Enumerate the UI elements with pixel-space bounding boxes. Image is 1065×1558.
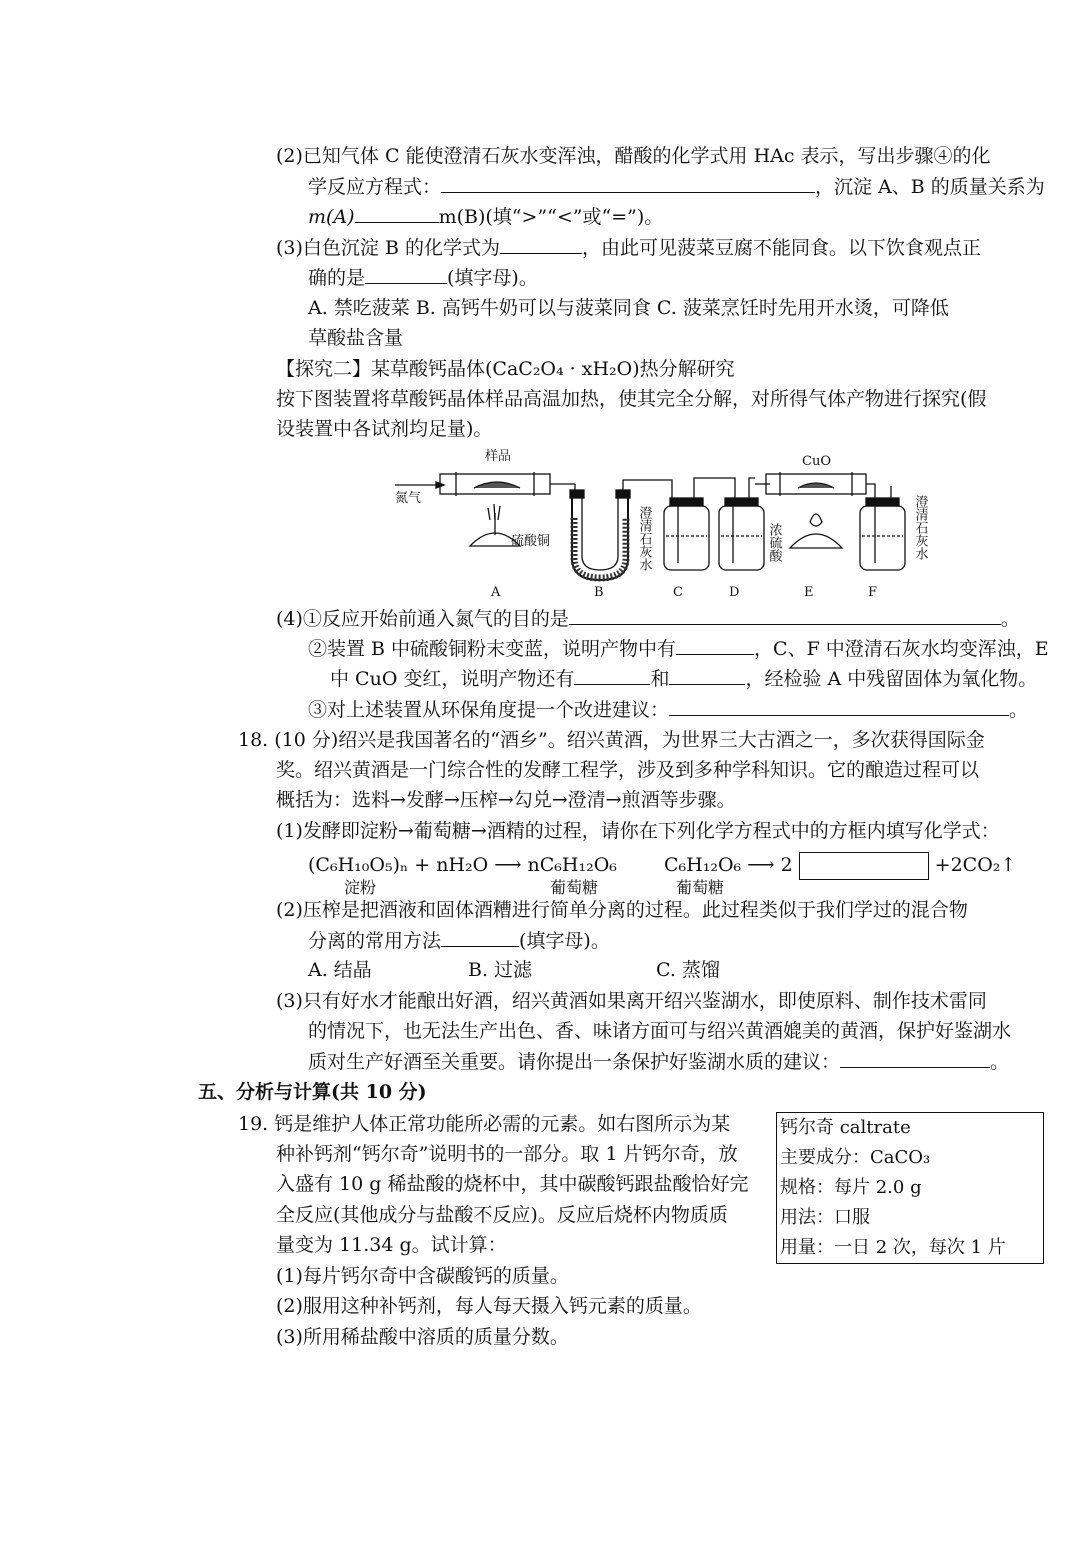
- text: ②装置 B 中硫酸铜粉末变蓝，说明产物中有: [308, 638, 677, 660]
- text: 中 CuO 变红，说明产物还有: [330, 668, 575, 690]
- text: C₆H₁₂O₆ ⟶ 2: [664, 854, 793, 876]
- caltrate-dosage: 用量：一日 2 次，每次 1 片: [780, 1237, 1006, 1258]
- text: 确的是: [308, 267, 366, 289]
- text: 学反应方程式：: [308, 176, 442, 198]
- q17-part3-options-cont: 草酸盐含量: [308, 327, 404, 349]
- answer-box-formula[interactable]: [799, 852, 929, 880]
- bottle-c: [664, 506, 709, 570]
- label-b: B: [594, 585, 604, 600]
- caltrate-ingredient: 主要成分：CaCO₃: [780, 1147, 931, 1168]
- answer-blank-choice[interactable]: [365, 263, 447, 284]
- text: ③对上述装置从环保角度提一个改进建议：: [308, 699, 670, 721]
- text: 。: [1009, 699, 1029, 721]
- q19-sub3: (3)所用稀盐酸中溶质的质量分数。: [276, 1326, 569, 1348]
- answer-blank-formula-b[interactable]: [500, 233, 582, 254]
- answer-blank-improvement[interactable]: [669, 695, 1009, 716]
- alcohol-lamp-e: [790, 534, 842, 548]
- label-c: C: [673, 585, 683, 600]
- q18-part2-line2: [308, 926, 610, 955]
- limewater-c-label: 澄清石灰水: [636, 506, 652, 571]
- q18-option-a: A. 结晶: [308, 959, 372, 981]
- text: m(A): [308, 206, 355, 228]
- q18-line1: 18. (10 分)绍兴是我国著名的“酒乡”。绍兴黄酒，为世界三大古酒之一，多次获得国际金: [238, 729, 985, 751]
- bottle-d: [719, 506, 764, 570]
- q19-line2: 种补钙剂“钙尔奇”说明书的一部分。取 1 片钙尔奇，放: [276, 1143, 738, 1165]
- eq-under-starch: 淀粉: [344, 878, 377, 897]
- cuo-label: CuO: [802, 454, 831, 469]
- text: m(B)(填“>”“<”或“=”)。: [438, 206, 664, 228]
- answer-blank-comparison[interactable]: [355, 202, 439, 223]
- q19-line4: 全反应(其他成分与盐酸不反应)。反应后烧杯内物质质: [276, 1204, 728, 1226]
- eq-under-glucose2: 葡萄糖: [676, 878, 725, 897]
- text: (3)白色沉淀 B 的化学式为: [276, 237, 500, 259]
- text: ，沉淀 A、B 的质量关系为: [815, 176, 1045, 198]
- q17-part3-line2: [308, 263, 538, 292]
- answer-blank-product2[interactable]: [574, 664, 650, 685]
- explore2-line1: 按下图装置将草酸钙晶体样品高温加热，使其完全分解，对所得气体产物进行探究(假: [276, 388, 987, 410]
- section5-title: 五、分析与计算(共 10 分): [198, 1081, 427, 1103]
- label-d: D: [729, 585, 740, 600]
- text: ，经检验 A 中残留固体为氧化物。: [745, 668, 1038, 690]
- q17-part3-options: A. 禁吃菠菜 B. 高钙牛奶可以与菠菜同食 C. 菠菜烹饪时先用开水烫，可降低: [308, 297, 949, 319]
- label-e: E: [804, 585, 814, 600]
- explore2-line2: 设装置中各试剂均足量)。: [276, 418, 493, 440]
- u-tube-b: [572, 496, 628, 580]
- limewater-f-label: 澄清石灰水: [912, 495, 928, 560]
- text: 质对生产好酒至关重要。请你提出一条保护好鉴湖水质的建议：: [308, 1051, 841, 1073]
- q17-part2-line2: [308, 172, 1045, 201]
- caltrate-label-box: [776, 1112, 1044, 1264]
- q17-part4-1: [276, 604, 1020, 633]
- text: (填字母)。: [447, 267, 538, 289]
- q18-part3-line2: 的情况下，也无法生产出色、香、味诸方面可与绍兴黄酒媲美的黄酒，保护好鉴湖水: [308, 1020, 1012, 1042]
- sample-pile: [474, 482, 520, 488]
- answer-blank-equation[interactable]: [441, 172, 815, 193]
- sample-label: 样品: [485, 449, 512, 464]
- q19-sub1: (1)每片钙尔奇中含碳酸钙的质量。: [276, 1265, 569, 1287]
- eq-under-glucose1: 葡萄糖: [550, 878, 599, 897]
- text: ，C、F 中澄清石灰水均变浑浊，E: [754, 638, 1049, 660]
- answer-blank-nitrogen-purpose[interactable]: [569, 604, 1001, 625]
- text: 和: [650, 668, 670, 690]
- answer-blank-suggestion[interactable]: [840, 1047, 990, 1068]
- q18-part3-line1: (3)只有好水才能酿出好酒，绍兴黄酒如果离开绍兴鉴湖水，即使原料、制作技术雷同: [276, 990, 987, 1012]
- nitrogen-label: 氮气: [395, 491, 422, 506]
- apparatus-diagram: [390, 448, 940, 608]
- q18-part2-line1: (2)压榨是把酒液和固体酒糟进行简单分离的过程。此过程类似于我们学过的混合物: [276, 899, 968, 921]
- caltrate-usage: 用法：口服: [780, 1207, 870, 1228]
- answer-blank-product1[interactable]: [676, 634, 754, 655]
- q18-option-c: C. 蒸馏: [656, 959, 720, 981]
- q17-part4-2-cont: [330, 664, 1037, 693]
- text: +2CO₂↑: [934, 854, 1017, 876]
- text: ，由此可见菠菜豆腐不能同食。以下饮食观点正: [581, 237, 981, 259]
- answer-blank-product3[interactable]: [669, 664, 745, 685]
- bottle-f: [860, 506, 905, 570]
- q18-option-b: B. 过滤: [468, 959, 533, 981]
- q18-line3: 概括为：选料→发酵→压榨→勾兑→澄清→煎酒等步骤。: [276, 789, 736, 811]
- q19-sub2: (2)服用这种补钙剂，每人每天摄入钙元素的质量。: [276, 1295, 702, 1317]
- q18-line2: 奖。绍兴黄酒是一门综合性的发酵工程学，涉及到多种学科知识。它的酿造过程可以: [276, 759, 980, 781]
- q17-part2-line1: (2)已知气体 C 能使澄清石灰水变浑浊，醋酸的化学式用 HAc 表示，写出步骤④的化: [276, 145, 991, 167]
- text: (填字母)。: [519, 930, 610, 952]
- q19-line1: 19. 钙是维护人体正常功能所必需的元素。如右图所示为某: [238, 1113, 731, 1135]
- caltrate-name: 钙尔奇 caltrate: [780, 1117, 911, 1138]
- q17-part2-line3: [308, 202, 663, 231]
- explore2-title: 【探究二】某草酸钙晶体(CaC₂O₄ · xH₂O)热分解研究: [276, 358, 735, 380]
- q17-part4-3: [308, 695, 1028, 724]
- q17-part3-line1: [276, 233, 981, 262]
- q18-part1: (1)发酵即淀粉→葡萄糖→酒精的过程，请你在下列化学方程式中的方框内填写化学式：: [276, 820, 1000, 842]
- q19-line3: 入盛有 10 g 稀盐酸的烧杯中，其中碳酸钙跟盐酸恰好完: [276, 1173, 749, 1195]
- copper-sulfate-label: 硫酸铜: [511, 534, 551, 549]
- answer-blank-method[interactable]: [441, 926, 519, 947]
- label-a: A: [491, 585, 501, 600]
- label-f: F: [868, 585, 878, 600]
- q18-equation1: (C₆H₁₀O₅)ₙ + nH₂O ⟶ nC₆H₁₂O₆: [308, 854, 617, 876]
- text: (4)①反应开始前通入氮气的目的是: [276, 608, 569, 630]
- q19-line5: 量变为 11.34 g。试计算：: [276, 1234, 507, 1256]
- conc-sulfuric-label: 浓硫酸: [766, 523, 782, 562]
- q17-part4-2: [308, 634, 1049, 663]
- q18-part3-line3: [308, 1047, 1009, 1076]
- text: 分离的常用方法: [308, 930, 442, 952]
- text: 。: [990, 1051, 1010, 1073]
- text: 。: [1000, 608, 1020, 630]
- caltrate-spec: 规格：每片 2.0 g: [780, 1177, 922, 1198]
